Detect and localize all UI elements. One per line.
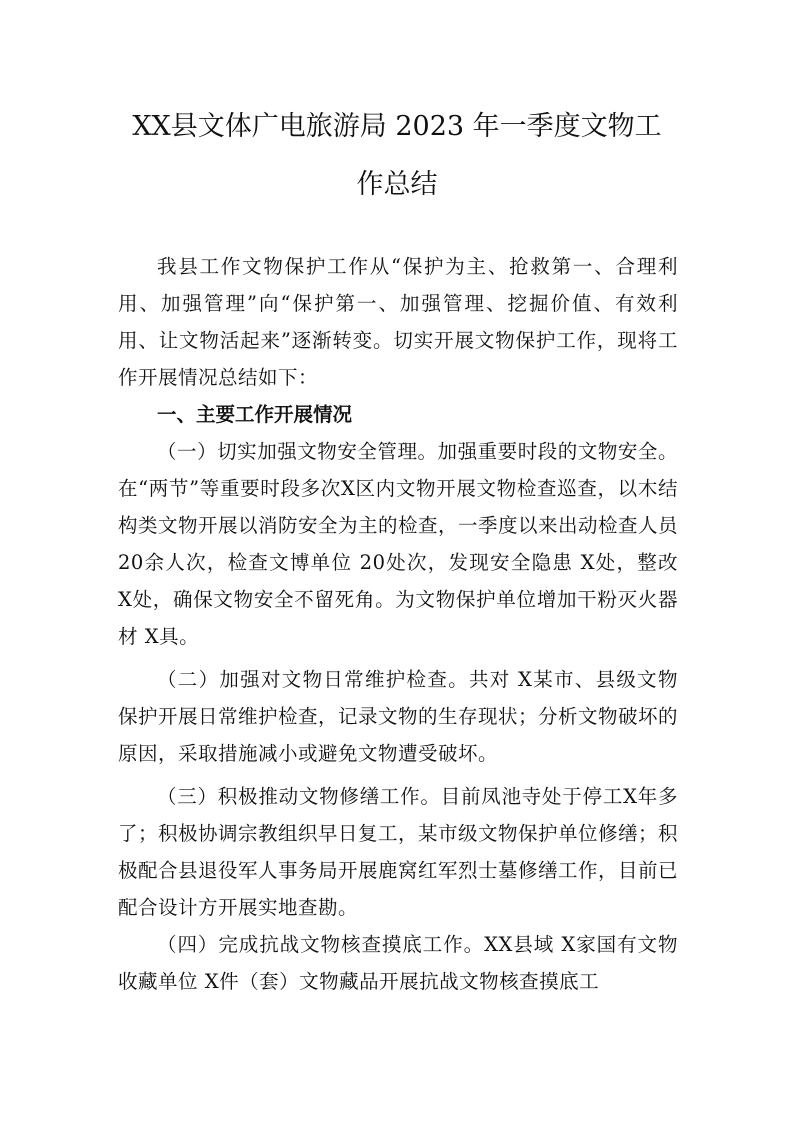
item-text-3: 目前凤池寺处于停工X年多了；积极协调宗教组织早日复工，某市级文物保护单位修缮；积极配合县退役军人事务局开展鹿窝红军烈士墓修缮工作，目前已配合设计方开展实地查勘。 [118, 785, 679, 919]
item-paragraph-2 [118, 661, 678, 772]
item-title-1: （一）切实加强文物安全管理。 [157, 440, 438, 463]
document-body [118, 248, 678, 1000]
title-line-1: XX县文体广电旅游局 2023 年一季度文物工 [132, 111, 662, 142]
item-text-1: 加强重要时段的文物安全。在“两节”等重要时段多次X区内文物开展文物检查巡查，以木结构类文物开展以消防安全为主的检查，一季度以来出动检查人员 20余人次，检查文博单位 20处次，发现安全隐患 X处，整改 X处，确保文物安全不留死角。为文物保护单位增加干粉灭火器材 X具。 [118, 440, 679, 648]
item-title-3: （三）积极推动文物修缮工作。 [157, 785, 441, 808]
item-paragraph-3 [118, 778, 678, 926]
item-text-2: 共对 X某市、县级文物保护开展日常维护检查，记录文物的生存现状；分析文物破坏的原因，采取措施减小或避免文物遭受破坏。 [118, 668, 679, 765]
title-line-2: 作总结 [356, 169, 438, 200]
intro-paragraph: 我县工作文物保护工作从“保护为主、抢救第一、合理利用、加强管理”向“保护第一、加强管理、挖掘价值、有效利用、让文物活起来”逐渐转变。切实开展文物保护工作，现将工作开展情况总结如下： [118, 255, 678, 389]
item-text-4: XX县域 X家国有文物收藏单位 X件（套）文物藏品开展抗战文物核查摸底工 [118, 933, 678, 993]
item-paragraph-1 [118, 433, 678, 655]
item-paragraph-4 [118, 926, 678, 1000]
section-heading: 一、主要工作开展情况 [157, 403, 353, 426]
item-title-4: （四）完成抗战文物核查摸底工作。 [157, 933, 485, 956]
item-title-2: （二）加强对文物日常维护检查。 [157, 668, 469, 691]
document-title [100, 98, 694, 214]
